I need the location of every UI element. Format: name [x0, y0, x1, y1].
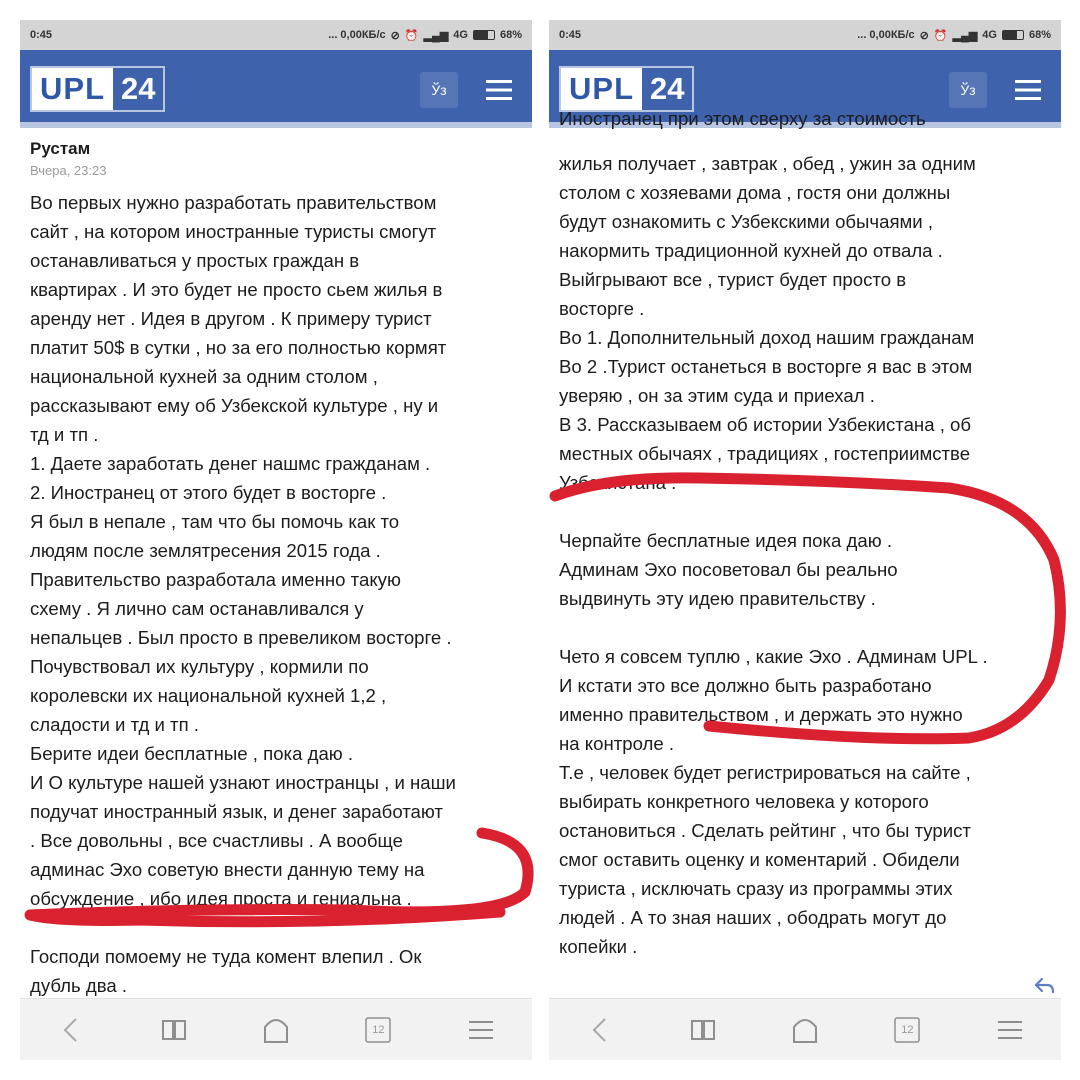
home-icon [790, 1015, 820, 1045]
clipped-top-line: Иностранец при этом сверху за стоимость [559, 108, 926, 129]
back-icon [60, 1017, 82, 1043]
bookmarks-button[interactable] [154, 1010, 194, 1050]
text-line: Выйгрывают все , турист будет просто в [559, 269, 907, 290]
status-icons [857, 29, 1051, 42]
text-line: . Все довольны , все счастливы . А вообще [30, 830, 403, 851]
tabs-count: 12 [901, 1023, 914, 1036]
text-line: людей . А то зная наших , ободрать могут до [559, 907, 947, 928]
text-line: схему . Я лично сам останавливался у [30, 598, 364, 619]
text-line: тд и тп . [30, 424, 99, 445]
text-line: жилья получает , завтрак , обед , ужин за одним [559, 153, 976, 174]
text-line: национальной кухней за одним столом , [30, 366, 378, 387]
status-bar [20, 20, 532, 50]
text-line: 1. Даете заработать денег нашмс гражданам . [30, 453, 431, 474]
tabs-count: 12 [372, 1023, 385, 1036]
text-line: именно правительством , и держать это нужно [559, 704, 963, 725]
text-line: выдвинуть эту идею правительству . [559, 588, 876, 609]
bookmarks-icon [689, 1018, 717, 1042]
menu-icon [996, 1018, 1024, 1042]
battery-percent: 68% [499, 29, 522, 41]
text-line: Правительство разработала именно такую [30, 569, 401, 590]
text-line: дубль два . [30, 975, 128, 996]
text-line: Админам Эхо посоветовал бы реально [559, 559, 898, 580]
logo-text: UPL [40, 71, 105, 106]
text-line: уверяю , он за этим суда и приехал . [559, 385, 875, 406]
text-line: людям после землятресения 2015 года . [30, 540, 381, 561]
text-line: столом с хозяевами дома , гостя они должны [559, 182, 951, 203]
text-line: В 3. Рассказываем об истории Узбекистана , об [559, 414, 972, 435]
mute-icon: ⊘ [390, 29, 400, 42]
status-icons [328, 29, 522, 42]
text-line: сладости и тд и тп . [30, 714, 199, 735]
comment-body [559, 149, 1055, 497]
site-logo[interactable] [30, 66, 165, 112]
home-button[interactable] [256, 1010, 296, 1050]
language-button[interactable]: Ўз [949, 72, 987, 108]
comment-author[interactable]: Рустам [30, 139, 91, 158]
status-time: 0:45 [559, 29, 582, 41]
home-button[interactable] [785, 1010, 825, 1050]
comment-paragraph-3 [559, 642, 1055, 961]
status-bar [549, 20, 1061, 50]
comment-content [559, 108, 1055, 1000]
text-line: Во 2 .Турист останеться в восторге я вас в этом [559, 356, 973, 377]
text-line: Почувствовал их культуру , кормили по [30, 656, 369, 677]
comment-date: Вчера, 23:23 [30, 163, 107, 178]
comment-paragraph-2 [559, 526, 1055, 613]
phone-screen-left [20, 20, 532, 1060]
network-speed: ... 0,00КБ/с [328, 29, 386, 41]
browser-menu-button[interactable] [990, 1010, 1030, 1050]
text-line: местных обычаях , традициях , гостеприимстве [559, 443, 971, 464]
text-line: королевски их национальной кухней 1,2 , [30, 685, 387, 706]
status-time: 0:45 [30, 29, 53, 41]
text-line: обсуждение , ибо идея проста и гениальна . [30, 888, 412, 909]
network-type: 4G [453, 29, 468, 41]
logo-number: 24 [642, 68, 692, 110]
browser-menu-button[interactable] [461, 1010, 501, 1050]
text-line: непальцев . Был просто в превеликом восторге . [30, 627, 452, 648]
text-line: рассказывают ему об Узбекской культуре , ну и [30, 395, 439, 416]
text-line: накормить традиционной кухней до отвала . [559, 240, 943, 261]
browser-bottom-nav [20, 998, 532, 1060]
bookmarks-icon [160, 1018, 188, 1042]
phone-screen-right [549, 20, 1061, 1060]
text-line: Чето я совсем туплю , какие Эхо . Админам UPL . [559, 646, 988, 667]
text-line: квартирах . И это будет не просто сьем жилья в [30, 279, 443, 300]
battery-icon [1002, 30, 1024, 40]
battery-percent: 68% [1028, 29, 1051, 41]
text-line: сайт , на котором иностранные туристы смогут [30, 221, 437, 242]
text-line: копейки . [559, 936, 638, 957]
text-line: Во первых нужно разработать правительством [30, 192, 437, 213]
text-line: Т.е , человек будет регистрироваться на сайте , [559, 762, 971, 783]
text-line: Черпайте бесплатные идея пока даю . [559, 530, 893, 551]
text-line: Я был в непале , там что бы помочь как то [30, 511, 400, 532]
app-header [20, 50, 532, 128]
back-icon [589, 1017, 611, 1043]
bookmarks-button[interactable] [683, 1010, 723, 1050]
logo-number: 24 [113, 68, 163, 110]
alarm-icon: ⏰ [933, 29, 948, 42]
text-line: админас Эхо советую внести данную тему на [30, 859, 425, 880]
text-line: выбирать конкретного человека у которого [559, 791, 929, 812]
reply-icon[interactable] [1033, 976, 1055, 994]
tabs-button[interactable] [887, 1010, 927, 1050]
tabs-button[interactable] [358, 1010, 398, 1050]
mute-icon: ⊘ [919, 29, 929, 42]
network-speed: ... 0,00КБ/с [857, 29, 915, 41]
text-line: И кстати это все должно быть разработано [559, 675, 932, 696]
comment-body [30, 188, 526, 913]
hamburger-menu-icon[interactable] [1011, 78, 1045, 102]
text-line: И О культуре нашей узнают иностранцы , и наши [30, 772, 456, 793]
language-button[interactable]: Ўз [420, 72, 458, 108]
network-type: 4G [982, 29, 997, 41]
text-line: Господи помоему не туда комент влепил . Ок [30, 946, 422, 967]
comment-content [30, 134, 526, 1014]
back-button[interactable] [580, 1010, 620, 1050]
home-icon [261, 1015, 291, 1045]
browser-bottom-nav [549, 998, 1061, 1060]
text-line: Узбекистана . [559, 472, 677, 493]
signal-icon: ▂▄▆ [952, 29, 978, 42]
text-line: 2. Иностранец от этого будет в восторге . [30, 482, 387, 503]
text-line: останавливаться у простых граждан в [30, 250, 360, 271]
text-line: платит 50$ в сутки , но за его полностью кормят [30, 337, 447, 358]
text-line: подучат иностранный язык, и денег заработают [30, 801, 443, 822]
text-line: остановиться . Сделать рейтинг , что бы турист [559, 820, 971, 841]
text-line: туриста , исключать сразу из программы этих [559, 878, 953, 899]
text-line: Во 1. Дополнительный доход нашим гражданам [559, 327, 975, 348]
logo-text: UPL [569, 71, 634, 106]
text-line: смог оставить оценку и коментарий . Обидели [559, 849, 960, 870]
hamburger-menu-icon[interactable] [482, 78, 516, 102]
alarm-icon: ⏰ [404, 29, 419, 42]
comment-followup [30, 942, 526, 1000]
back-button[interactable] [51, 1010, 91, 1050]
text-line: на контроле . [559, 733, 675, 754]
menu-icon [467, 1018, 495, 1042]
text-line: аренду нет . Идея в другом . К примеру турист [30, 308, 432, 329]
text-line: будут ознакомить с Узбекскими обычаями , [559, 211, 934, 232]
battery-icon [473, 30, 495, 40]
text-line: Берите идеи бесплатные , пока даю . [30, 743, 354, 764]
signal-icon: ▂▄▆ [423, 29, 449, 42]
text-line: восторге . [559, 298, 645, 319]
